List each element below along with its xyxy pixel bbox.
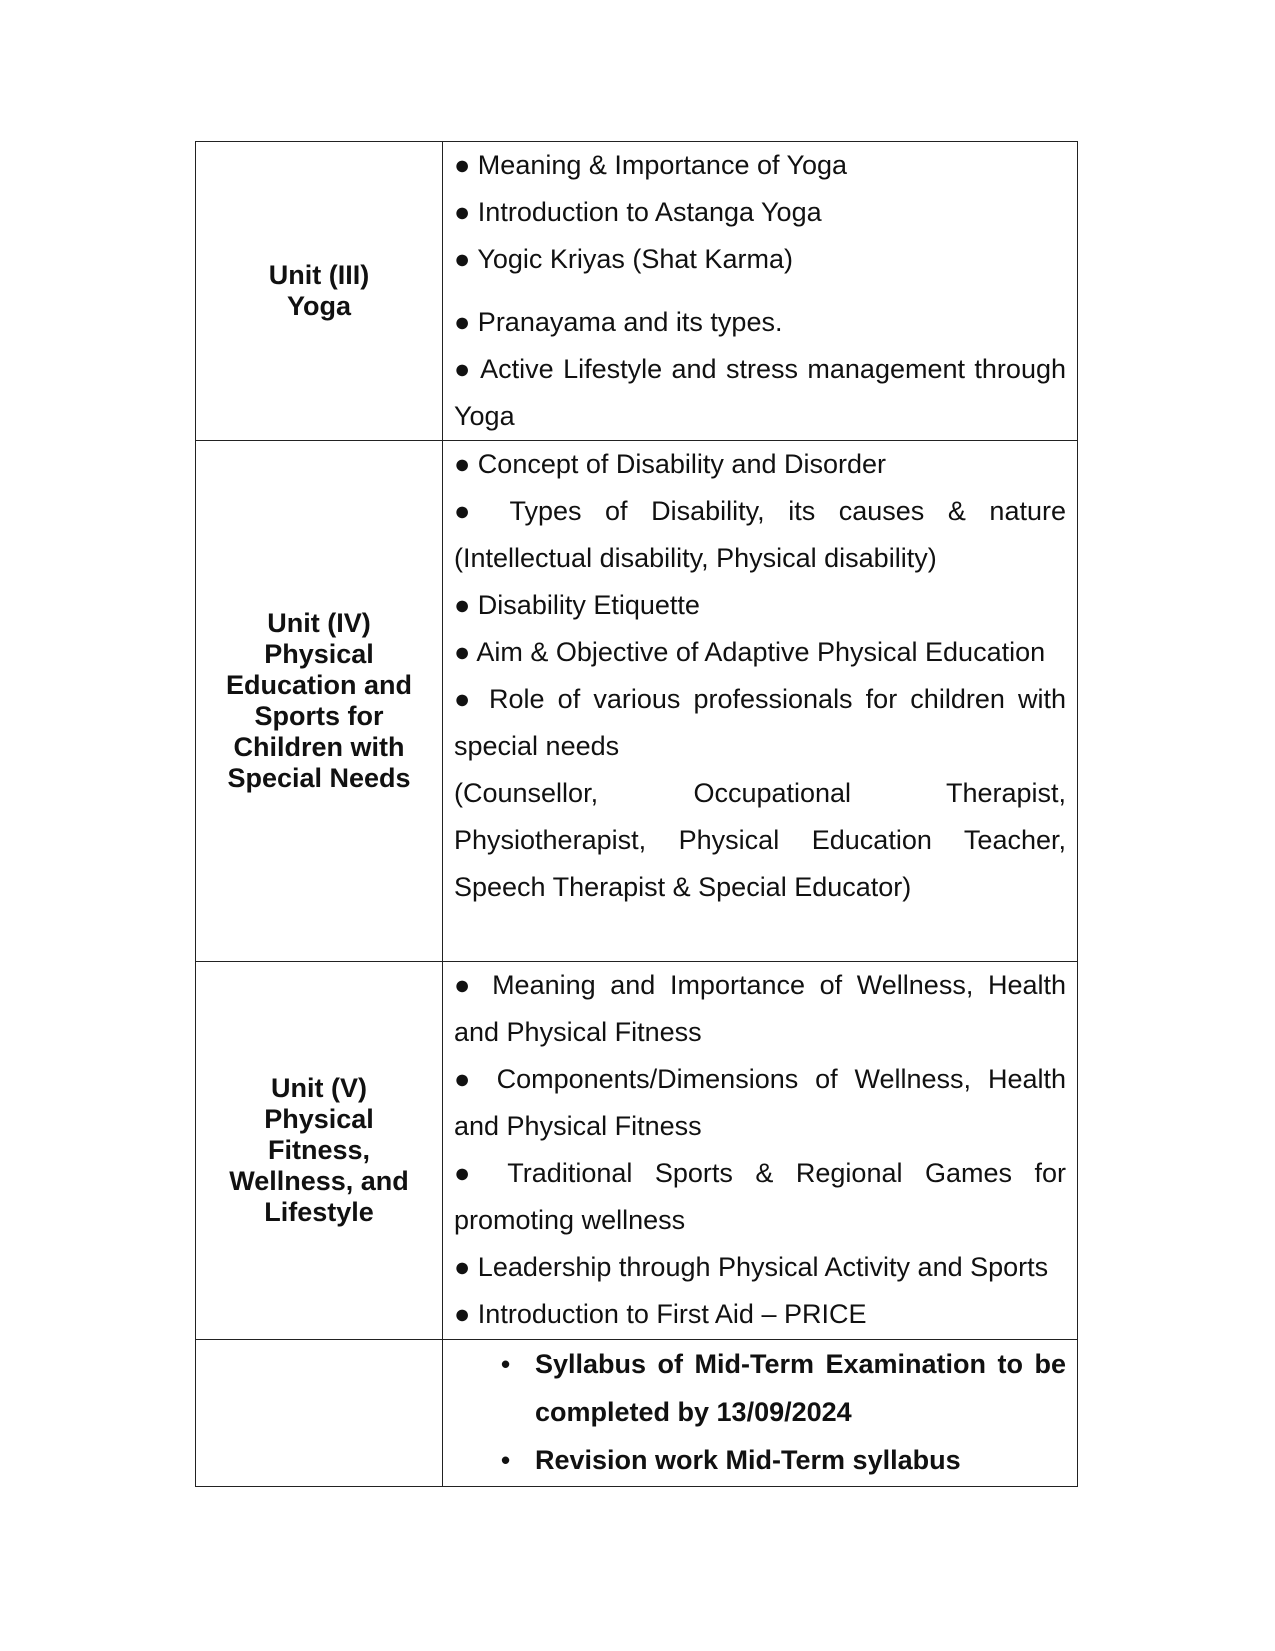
unit-title-line: Yoga: [286, 291, 351, 321]
syllabus-table: [195, 141, 1078, 1487]
unit-row: [196, 962, 1078, 1340]
unit-title-line: Education and: [225, 670, 412, 700]
topic-item: ● Meaning & Importance of Yoga: [454, 150, 848, 180]
topic-item: ● Traditional Sports & Regional Games for promoting wellness: [454, 1158, 1066, 1235]
unit-title-line: Sports for: [254, 701, 384, 731]
topic-item: ● Leadership through Physical Activity and Sports: [454, 1252, 1049, 1282]
summary-cell: [443, 1340, 1078, 1487]
unit-title-line: Physical: [264, 639, 374, 669]
summary-item: • Revision work Mid-Term syllabus: [501, 1436, 1066, 1484]
topic-item: ● Types of Disability, its causes & nature (Intellectual disability, Physical disability): [454, 496, 1066, 573]
unit-title-line: Unit (V): [271, 1073, 367, 1103]
unit-title-line: Physical: [264, 1104, 374, 1134]
unit-title-line: Fitness,: [267, 1135, 371, 1165]
topic-item: ● Aim & Objective of Adaptive Physical Education: [454, 637, 1046, 667]
topic-item: ● Concept of Disability and Disorder: [454, 449, 886, 479]
topic-item: ● Components/Dimensions of Wellness, Health and Physical Fitness: [454, 1064, 1066, 1141]
unit-title-line: Children with: [233, 732, 405, 762]
unit-topics-cell: [443, 142, 1078, 441]
summary-list: [454, 1340, 1066, 1484]
unit-title-line: Lifestyle: [264, 1197, 374, 1227]
unit-topics-cell: [443, 962, 1078, 1340]
topic-item: ● Role of various professionals for children with special needs: [454, 684, 1066, 761]
unit-title-line: Special Needs: [227, 763, 411, 793]
topic-item: ● Pranayama and its types.: [454, 307, 783, 337]
summary-row: [196, 1340, 1078, 1487]
topic-item: ● Active Lifestyle and stress management through Yoga: [454, 354, 1066, 431]
unit-title-cell: [196, 441, 443, 962]
unit-title-line: Unit (III): [268, 260, 370, 290]
topic-item: (Counsellor, Occupational Therapist, Physiotherapist, Physical Education Teacher, Speech Therapist & Special Educator): [454, 778, 1066, 902]
topic-item: ● Meaning and Importance of Wellness, Health and Physical Fitness: [454, 970, 1066, 1047]
unit-title-line: Unit (IV): [267, 608, 371, 638]
unit-row: [196, 142, 1078, 441]
unit-title-line: Wellness, and: [229, 1166, 409, 1196]
unit-topics-cell: [443, 441, 1078, 962]
unit-title-cell: [196, 962, 443, 1340]
summary-empty-cell: [196, 1340, 443, 1487]
unit-row: [196, 441, 1078, 962]
topic-item: ● Introduction to Astanga Yoga: [454, 197, 822, 227]
topic-item: ● Yogic Kriyas (Shat Karma): [454, 244, 793, 274]
summary-item: • Syllabus of Mid-Term Examination to be completed by 13/09/2024: [501, 1340, 1066, 1436]
unit-title-cell: [196, 142, 443, 441]
topic-item: ● Introduction to First Aid – PRICE: [454, 1299, 867, 1329]
topic-item: ● Disability Etiquette: [454, 590, 700, 620]
